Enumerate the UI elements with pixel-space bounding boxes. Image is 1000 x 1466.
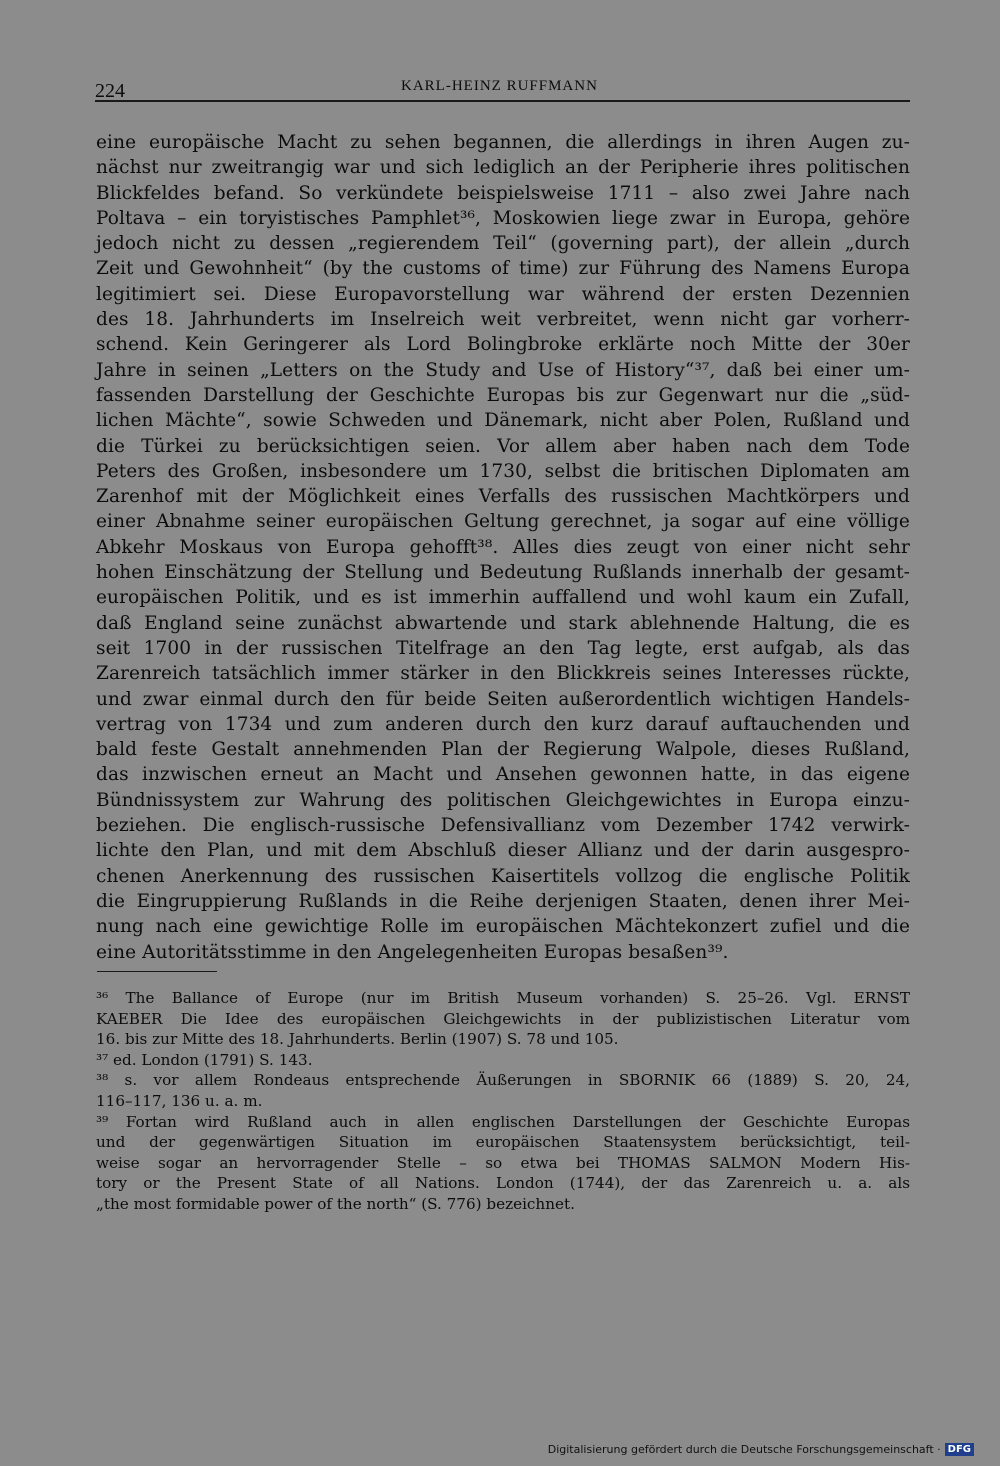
- footnote-line: ³⁹ Fortan wird Rußland auch in allen englischen Darstellungen der Geschichte Europas: [96, 1112, 910, 1131]
- body-line: Peters des Großen, insbesondere um 1730, selbst die britischen Diplomaten am: [96, 460, 910, 482]
- body-line: bald feste Gestalt annehmenden Plan der Regierung Walpole, dieses Rußland,: [96, 739, 910, 761]
- body-line: lichen Mächte“, sowie Schweden und Dänemark, nicht aber Polen, Rußland und: [96, 410, 910, 432]
- footnote-line: 116–117, 136 u. a. m.: [96, 1091, 263, 1110]
- body-line: schend. Kein Geringerer als Lord Bolingbroke erklärte noch Mitte der 30er: [96, 334, 910, 356]
- footnote-rule: [97, 971, 217, 972]
- body-line: des 18. Jahrhunderts im Inselreich weit verbreitet, wenn nicht gar vorherr-: [96, 309, 910, 331]
- footnote-line: tory or the Present State of all Nations. London (1744), der das Zarenreich u. a. als: [96, 1174, 910, 1193]
- running-head: KARL-HEINZ RUFFMANN: [401, 78, 598, 94]
- footnote-line: 16. bis zur Mitte des 18. Jahrhunderts. Berlin (1907) S. 78 und 105.: [96, 1030, 619, 1049]
- body-line: Abkehr Moskaus von Europa gehofft³⁸. Alles dies zeugt von einer nicht sehr: [96, 536, 910, 558]
- body-line: Zeit und Gewohnheit“ (by the customs of time) zur Führung des Namens Europa: [96, 258, 910, 280]
- body-line: eine Autoritätsstimme in den Angelegenheiten Europas besaßen³⁹.: [96, 941, 729, 963]
- body-line: Bündnissystem zur Wahrung des politischen Gleichgewichtes in Europa einzu-: [96, 789, 910, 811]
- body-line: nächst nur zweitrangig war und sich lediglich an der Peripherie ihres politischen: [96, 157, 910, 179]
- body-line: die Türkei zu berücksichtigen seien. Vor allem aber haben nach dem Tode: [96, 435, 910, 457]
- footnotes: [96, 988, 910, 1215]
- body-line: beziehen. Die englisch-russische Defensivallianz vom Dezember 1742 verwirk-: [96, 815, 910, 837]
- footnote-line: KAEBER Die Idee des europäischen Gleichgewichts in der publizistischen Literatur vom: [96, 1009, 910, 1028]
- body-line: die Eingruppierung Rußlands in die Reihe derjenigen Staaten, denen ihrer Mei-: [96, 890, 910, 912]
- footnote-line: ³⁸ s. vor allem Rondeaus entsprechende Äußerungen in SBORNIK 66 (1889) S. 20, 24,: [96, 1071, 910, 1090]
- footnote-line: weise sogar an hervorragender Stelle – so etwa bei THOMAS SALMON Modern His-: [96, 1153, 910, 1172]
- body-line: Jahre in seinen „Letters on the Study and Use of History“³⁷, daß bei einer um-: [96, 359, 910, 381]
- body-line: europäischen Politik, und es ist immerhin auffallend und wohl kaum ein Zufall,: [96, 587, 910, 609]
- body-line: fassenden Darstellung der Geschichte Europas bis zur Gegenwart nur die „süd-: [96, 384, 910, 406]
- body-line: das inzwischen erneut an Macht und Ansehen gewonnen hatte, in das eigene: [96, 764, 910, 786]
- footnote-line: ³⁷ ed. London (1791) S. 143.: [96, 1050, 313, 1069]
- body-line: eine europäische Macht zu sehen begannen, die allerdings in ihren Augen zu-: [96, 132, 910, 153]
- body-line: legitimiert sei. Diese Europavorstellung war während der ersten Dezennien: [96, 283, 910, 305]
- body-line: und zwar einmal durch den für beide Seiten außerordentlich wichtigen Handels-: [96, 688, 910, 710]
- body-line: lichte den Plan, und mit dem Abschluß dieser Allianz und der darin ausgespro-: [96, 840, 910, 862]
- credit-text: Digitalisierung gefördert durch die Deutsche Forschungsgemeinschaft ·: [547, 1443, 941, 1456]
- page-number: 224: [95, 80, 125, 102]
- body-line: Zarenreich tatsächlich immer stärker in den Blickkreis seines Interesses rückte,: [96, 663, 910, 685]
- body-line: Zarenhof mit der Möglichkeit eines Verfalls des russischen Machtkörpers und: [96, 486, 910, 508]
- body-line: jedoch nicht zu dessen „regierendem Teil“ (governing part), der allein „durch: [96, 233, 910, 255]
- body-line: vertrag von 1734 und zum anderen durch den kurz darauf auftauchenden und: [96, 713, 910, 735]
- dfg-logo: DFG: [945, 1443, 974, 1456]
- digitization-credit: [548, 1443, 974, 1456]
- body-line: seit 1700 in der russischen Titelfrage an den Tag legte, erst aufgab, als das: [96, 637, 910, 659]
- footnote-line: und der gegenwärtigen Situation im europäischen Staatensystem berücksichtigt, teil-: [96, 1133, 910, 1152]
- body-line: chenen Anerkennung des russischen Kaisertitels vollzog die englische Politik: [96, 865, 910, 887]
- body-line: hohen Einschätzung der Stellung und Bedeutung Rußlands innerhalb der gesamt-: [96, 562, 910, 584]
- body-line: nung nach eine gewichtige Rolle im europäischen Mächtekonzert zufiel und die: [96, 916, 910, 938]
- footnote-line: ³⁶ The Ballance of Europe (nur im British Museum vorhanden) S. 25–26. Vgl. ERNST: [96, 989, 910, 1007]
- body-line: Blickfeldes befand. So verkündete beispielsweise 1711 – also zwei Jahre nach: [96, 182, 910, 204]
- body-line: daß England seine zunächst abwartende und stark ablehnende Haltung, die es: [96, 612, 910, 634]
- body-text: [96, 130, 910, 965]
- footnote-line: „the most formidable power of the north“ (S. 776) bezeichnet.: [96, 1194, 575, 1213]
- body-line: einer Abnahme seiner europäischen Geltung gerechnet, ja sogar auf eine völlige: [96, 511, 910, 533]
- body-line: Poltava – ein toryistisches Pamphlet³⁶, Moskowien liege zwar in Europa, gehöre: [96, 207, 910, 229]
- page-header: [95, 74, 910, 102]
